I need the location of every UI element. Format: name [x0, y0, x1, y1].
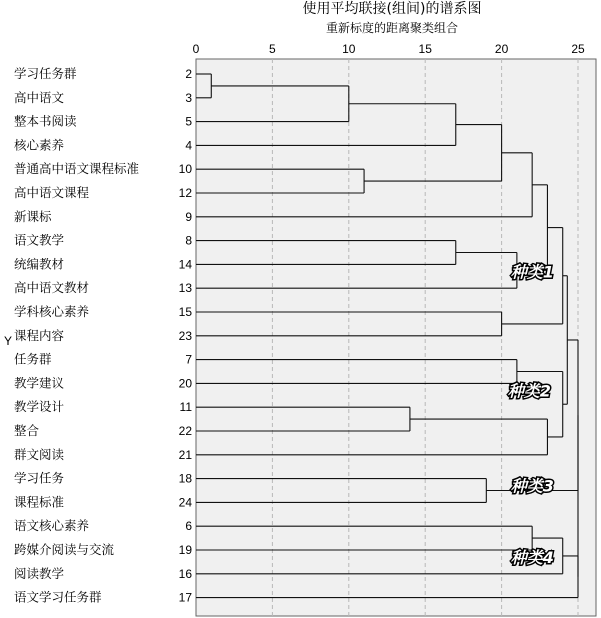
plot-area-background	[196, 59, 596, 616]
leaf-label: 课程标准	[14, 494, 65, 510]
leaf-label: 语文学习任务群	[14, 589, 102, 605]
leaf-label: 语文教学	[14, 232, 65, 248]
leaf-id: 10	[178, 162, 192, 177]
leaf-label: 任务群	[14, 351, 52, 367]
leaf-id: 11	[179, 400, 192, 415]
leaf-id: 21	[178, 447, 192, 462]
x-tick-label: 25	[571, 42, 585, 56]
leaf-label: 高中语文	[14, 89, 65, 105]
x-tick-label: 0	[192, 42, 200, 56]
leaf-label: 群文阅读	[14, 446, 65, 462]
leaf-label: 教学建议	[14, 375, 65, 391]
leaf-label: 普通高中语文课程标准	[14, 161, 140, 177]
x-tick-label: 15	[418, 42, 432, 56]
leaf-label: 整本书阅读	[14, 113, 77, 129]
leaf-id: 9	[185, 209, 192, 224]
leaf-label: 高中语文教材	[14, 280, 90, 296]
leaf-id: 4	[185, 138, 192, 153]
leaf-id: 19	[178, 543, 192, 557]
leaf-id: 6	[185, 519, 192, 534]
leaf-label: 核心素养	[14, 137, 65, 153]
leaf-id: 5	[185, 114, 192, 129]
x-tick-label: 5	[269, 42, 276, 56]
leaf-label: 跨媒介阅读与交流	[14, 542, 115, 557]
x-tick-labels	[193, 42, 585, 56]
leaf-id: 8	[185, 233, 192, 248]
x-tick-label: 20	[494, 42, 509, 56]
y-axis-label: Y	[4, 334, 13, 348]
leaf-id: 13	[178, 281, 192, 296]
leaf-label: 整合	[14, 423, 40, 438]
leaf-id: 17	[178, 590, 192, 605]
x-tick-label: 10	[342, 42, 356, 56]
chart-subtitle: 重新标度的距离聚类组合	[325, 21, 459, 35]
leaf-id: 16	[178, 566, 192, 581]
leaf-label: 学习任务群	[14, 66, 77, 81]
leaf-label: 教学设计	[14, 399, 65, 415]
leaf-label: 学科核心素养	[14, 304, 90, 319]
leaf-label: 新课标	[14, 208, 52, 224]
leaf-id: 24	[178, 495, 192, 510]
leaf-label: 阅读教学	[14, 565, 65, 581]
leaf-labels	[14, 66, 192, 605]
leaf-id: 2	[185, 67, 192, 81]
leaf-label: 语文核心素养	[14, 518, 90, 534]
leaf-label: 课程内容	[14, 327, 65, 343]
leaf-label: 统编教材	[14, 256, 65, 272]
leaf-id: 7	[185, 352, 192, 367]
leaf-id: 3	[185, 90, 192, 105]
leaf-id: 22	[178, 424, 192, 438]
leaf-id: 15	[178, 305, 192, 319]
cluster-label: 种类1	[510, 262, 554, 282]
leaf-id: 18	[178, 471, 192, 486]
cluster-label: 种类4	[510, 548, 554, 568]
leaf-label: 高中语文课程	[14, 185, 90, 200]
leaf-id: 23	[178, 328, 192, 343]
leaf-id: 20	[178, 376, 192, 391]
leaf-id: 14	[178, 257, 192, 272]
cluster-label: 种类2	[507, 381, 551, 401]
leaf-label: 学习任务	[14, 470, 65, 486]
chart-title: 使用平均联接(组间)的谱系图	[302, 1, 482, 17]
cluster-label: 种类3	[510, 476, 554, 496]
leaf-id: 12	[178, 186, 192, 200]
